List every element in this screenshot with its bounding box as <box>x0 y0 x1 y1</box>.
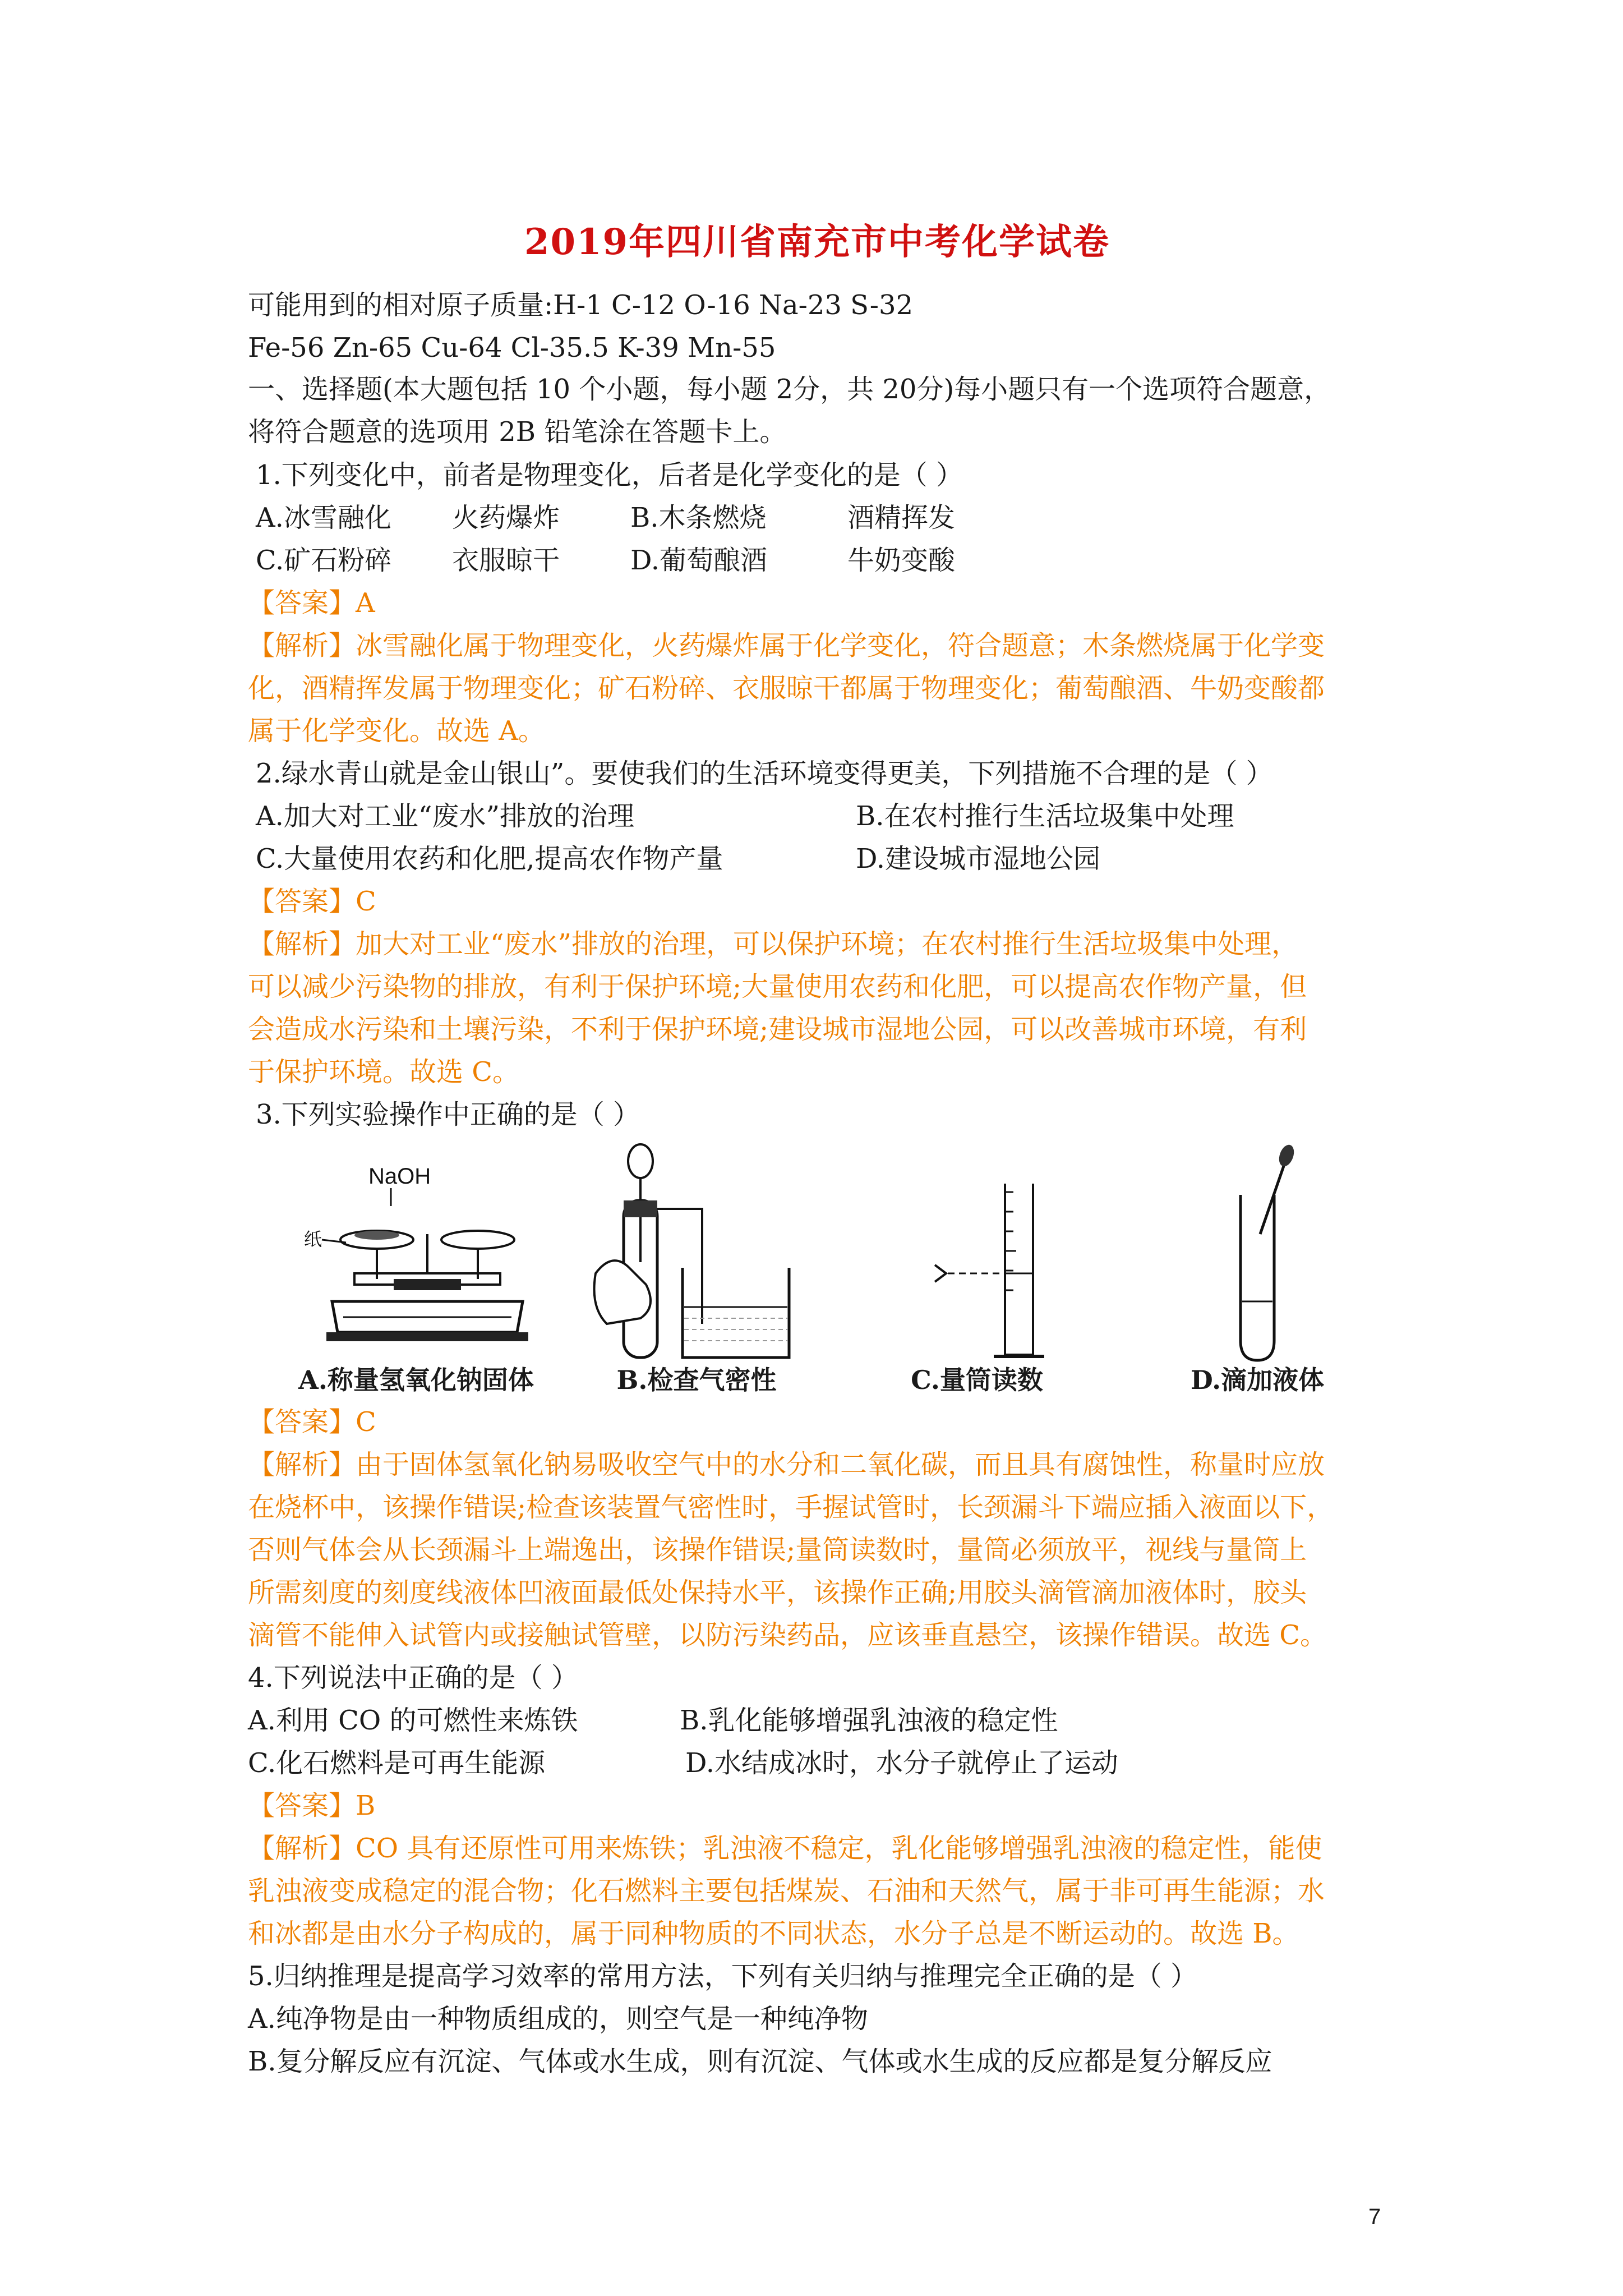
q2-option-d: D.建设城市湿地公园 <box>856 843 1101 875</box>
dropper-illustration <box>1134 1139 1381 1363</box>
q1-stem: 1.下列变化中，前者是物理变化，后者是化学变化的是（ ） <box>256 459 963 491</box>
q1-option-d2: 牛奶变酸 <box>847 545 956 576</box>
q4-analysis-line: 和冰都是由水分子构成的，属于同种物质的不同状态，水分子总是不断运动的。故选 B。 <box>248 1918 1299 1949</box>
q2-analysis-line: 【解析】加大对工业“废水”排放的治理，可以保护环境；在农村推行生活垃圾集中处理， <box>248 928 1299 960</box>
q5-option-a: A.纯净物是由一种物质组成的，则空气是一种纯净物 <box>248 2003 868 2035</box>
q5-option-b: B.复分解反应有沉淀、气体或水生成，则有沉淀、气体或水生成的反应都是复分解反应 <box>248 2046 1272 2077</box>
caption-b: B.检查气密性 <box>616 1365 777 1395</box>
q4-analysis-line: 【解析】CO 具有还原性可用来炼铁；乳浊液不稳定，乳化能够增强乳浊液的稳定性，能使 <box>248 1833 1322 1864</box>
caption-d: D.滴加液体 <box>1190 1365 1325 1395</box>
page-number: 7 <box>1368 2205 1381 2229</box>
q3-answer: 【答案】C <box>248 1406 376 1438</box>
q1-options-row-2 <box>256 542 1265 578</box>
q1-analysis-line: 化，酒精挥发属于物理变化；矿石粉碎、衣服晾干都属于物理变化；葡萄酿酒、牛奶变酸都 <box>248 673 1325 704</box>
paper-label: 纸 <box>304 1228 322 1250</box>
q2-option-b: B.在农村推行生活垃圾集中处理 <box>856 800 1234 832</box>
exam-title: 2019年四川省南充市中考化学试卷 <box>524 221 1110 263</box>
q2-analysis-line: 可以减少污染物的排放，有利于保护环境;大量使用农药和化肥，可以提高农作物产量，但 <box>248 971 1307 1002</box>
q4-options-row-2 <box>248 1745 1313 1781</box>
airtightness-illustration <box>573 1139 820 1363</box>
fig-c-cylinder <box>854 1139 1100 1397</box>
q1-option-a1: A.冰雪融化 <box>256 502 391 533</box>
q4-option-c: C.化石燃料是可再生能源 <box>248 1747 546 1779</box>
cylinder-illustration <box>854 1139 1100 1363</box>
atomic-mass-line-2: Fe-56 Zn-65 Cu-64 Cl-35.5 K-39 Mn-55 <box>248 332 776 364</box>
q1-answer: 【答案】A <box>248 587 375 619</box>
q4-stem: 4.下列说法中正确的是（ ） <box>248 1662 579 1694</box>
q2-options-row-1 <box>256 798 1321 834</box>
q1-option-c1: C.矿石粉碎 <box>256 545 392 576</box>
q4-analysis-line: 乳浊液变成稳定的混合物；化石燃料主要包括煤炭、石油和天然气，属于非可再生能源；水 <box>248 1875 1325 1907</box>
q2-answer: 【答案】C <box>248 886 376 917</box>
q1-option-a2: 火药爆炸 <box>452 502 560 533</box>
q2-analysis-line: 于保护环境。故选 C。 <box>248 1056 519 1088</box>
caption-a: A.称量氢氧化钠固体 <box>298 1365 534 1395</box>
q3-analysis-line: 所需刻度的刻度线液体凹液面最低处保持水平，该操作正确;用胶头滴管滴加液体时，胶头 <box>248 1577 1307 1608</box>
q1-option-b1: B.木条燃烧 <box>630 502 767 533</box>
q1-option-d1: D.葡萄酿酒 <box>630 545 768 576</box>
fig-b-airtightness <box>573 1139 820 1397</box>
q4-answer: 【答案】B <box>248 1790 376 1821</box>
q4-option-b: B.乳化能够增强乳浊液的稳定性 <box>680 1705 1058 1736</box>
q2-option-c: C.大量使用农药和化肥,提高农作物产量 <box>256 843 723 875</box>
q3-analysis-line: 否则气体会从长颈漏斗上端逸出，该操作错误;量筒读数时，量筒必须放平，视线与量筒上 <box>248 1534 1307 1566</box>
fig-d-dropper <box>1134 1139 1381 1397</box>
q4-options-row-1 <box>248 1703 1313 1738</box>
q3-stem: 3.下列实验操作中正确的是（ ） <box>256 1099 640 1130</box>
q2-stem: 2.绿水青山就是金山银山”。要使我们的生活环境变得更美，下列措施不合理的是（ ） <box>256 758 1273 789</box>
q3-analysis-line: 【解析】由于固体氢氧化钠易吸收空气中的水分和二氧化碳，而且具有腐蚀性，称量时应放 <box>248 1449 1325 1480</box>
section-header-line-2: 将符合题意的选项用 2B 铅笔涂在答题卡上。 <box>248 416 787 448</box>
balance-illustration <box>293 1139 540 1363</box>
caption-c: C.量筒读数 <box>911 1365 1043 1395</box>
section-header-line-1: 一、选择题(本大题包括 10 个小题，每小题 2分，共 20分)每小题只有一个选项符合题意， <box>248 374 1331 405</box>
q3-experiment-figure <box>293 1139 1370 1397</box>
q4-option-a: A.利用 CO 的可燃性来炼铁 <box>248 1705 578 1736</box>
q5-stem: 5.归纳推理是提高学习效率的常用方法，下列有关归纳与推理完全正确的是（ ） <box>248 1961 1198 1992</box>
q1-options-row-1 <box>256 500 1265 536</box>
q1-analysis-line: 【解析】冰雪融化属于物理变化，火药爆炸属于化学变化，符合题意；木条燃烧属于化学变 <box>248 630 1325 661</box>
q1-option-c2: 衣服晾干 <box>452 545 560 576</box>
q1-analysis-line: 属于化学变化。故选 A。 <box>248 715 545 747</box>
q3-analysis-line: 在烧杯中，该操作错误;检查该装置气密性时，手握试管时，长颈漏斗下端应插入液面以下， <box>248 1492 1334 1523</box>
q2-option-a: A.加大对工业“废水”排放的治理 <box>256 800 635 832</box>
q1-option-b2: 酒精挥发 <box>847 502 956 533</box>
q2-analysis-line: 会造成水污染和土壤污染，不利于保护环境;建设城市湿地公园，可以改善城市环境，有利 <box>248 1014 1307 1045</box>
q4-option-d: D.水结成冰时，水分子就停止了运动 <box>685 1747 1119 1779</box>
q3-analysis-line: 滴管不能伸入试管内或接触试管壁，以防污染药品，应该垂直悬空，该操作错误。故选 C。 <box>248 1619 1327 1651</box>
naoh-label: NaOH <box>368 1164 431 1189</box>
q2-options-row-2 <box>256 841 1321 877</box>
atomic-mass-line-1: 可能用到的相对原子质量:H-1 C-12 O-16 Na-23 S-32 <box>248 289 914 321</box>
fig-a-balance <box>293 1139 540 1397</box>
